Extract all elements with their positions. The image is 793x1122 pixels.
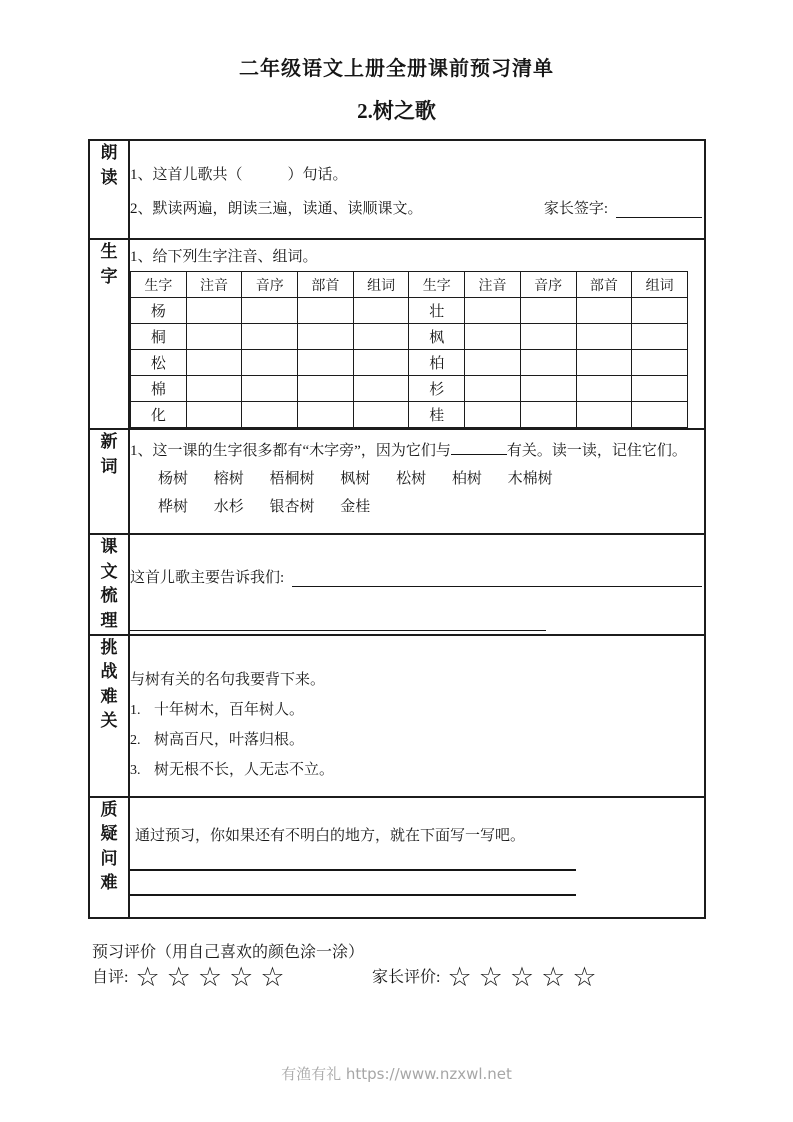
parent-evaluation-group bbox=[372, 961, 597, 993]
parent-evaluation-label: 家长评价: bbox=[372, 968, 441, 986]
star-icon: ☆ bbox=[229, 961, 254, 993]
star-icon: ☆ bbox=[447, 961, 472, 993]
blank-cell bbox=[632, 376, 688, 402]
blank-cell bbox=[520, 298, 576, 324]
header-cell: 注音 bbox=[465, 272, 521, 298]
characters-row bbox=[131, 402, 688, 428]
blank-cell bbox=[632, 402, 688, 428]
item-text: 树高百尺，叶落归根。 bbox=[154, 731, 305, 748]
parent-signature-label: 家长签字: bbox=[543, 201, 608, 217]
blank-cell bbox=[465, 324, 521, 350]
section-content-cell bbox=[129, 635, 705, 797]
characters-instruction: 1、给下列生字注音、组词。 bbox=[130, 249, 318, 265]
header-cell: 音序 bbox=[242, 272, 298, 298]
site-watermark: 有渔有礼 https://www.nzxwl.net bbox=[281, 1065, 512, 1083]
characters-header-row bbox=[131, 272, 688, 298]
instruction-text-before: 1、这一课的生字很多都有“木字旁”，因为它们与 bbox=[130, 443, 451, 459]
blank-cell bbox=[353, 402, 409, 428]
character-cell: 棉 bbox=[131, 376, 187, 402]
blank-cell bbox=[298, 350, 354, 376]
section-text-summary bbox=[89, 534, 705, 635]
word: 榕树 bbox=[213, 471, 244, 487]
instruction-text-after: 有关。读一读，记住它们。 bbox=[506, 443, 687, 459]
star-icon: ☆ bbox=[572, 961, 597, 993]
challenge-item bbox=[130, 728, 704, 749]
section-content-cell bbox=[129, 429, 705, 534]
header-cell: 音序 bbox=[520, 272, 576, 298]
blank-cell bbox=[520, 376, 576, 402]
read-aloud-item-2-row bbox=[130, 197, 704, 218]
worksheet-table bbox=[88, 139, 706, 919]
blank-cell bbox=[186, 376, 242, 402]
blank-cell bbox=[353, 324, 409, 350]
character-cell: 桂 bbox=[409, 402, 465, 428]
blank-cell bbox=[242, 350, 298, 376]
section-content-cell bbox=[129, 239, 705, 429]
section-questions bbox=[89, 797, 705, 918]
blank-cell bbox=[576, 298, 632, 324]
section-new-words bbox=[89, 429, 705, 534]
star-icon: ☆ bbox=[509, 961, 535, 993]
blank-cell bbox=[186, 402, 242, 428]
parent-signature-blank bbox=[616, 202, 702, 218]
blank-cell bbox=[465, 376, 521, 402]
header-cell: 注音 bbox=[186, 272, 242, 298]
characters-row bbox=[131, 376, 688, 402]
document-title: 二年级语文上册全册课前预习清单 bbox=[239, 58, 554, 80]
section-label-text-summary: 课文梳理 bbox=[100, 537, 118, 630]
character-cell: 枫 bbox=[409, 324, 465, 350]
blank-cell bbox=[353, 350, 409, 376]
word: 银杏树 bbox=[269, 499, 315, 515]
answer-blank-line bbox=[130, 871, 576, 896]
summary-prompt-row bbox=[130, 566, 704, 587]
section-label-cell bbox=[89, 635, 129, 797]
star-icon: ☆ bbox=[135, 961, 160, 993]
character-cell: 松 bbox=[131, 350, 187, 376]
new-words-instruction bbox=[130, 438, 704, 465]
section-challenge bbox=[89, 635, 705, 797]
read-aloud-item-1: 1、这首儿歌共（ ）句话。 bbox=[130, 167, 348, 183]
answer-blank-line bbox=[292, 571, 702, 587]
blank-cell bbox=[576, 402, 632, 428]
characters-table bbox=[130, 271, 688, 428]
section-read-aloud bbox=[89, 140, 705, 239]
blank-cell bbox=[520, 350, 576, 376]
word-list-row-1 bbox=[130, 466, 704, 493]
section-content-cell bbox=[129, 797, 705, 918]
section-label-new-characters: 生字 bbox=[100, 242, 118, 286]
blank-cell bbox=[353, 298, 409, 324]
answer-blank-line bbox=[130, 587, 546, 631]
item-number: 2. bbox=[130, 732, 141, 748]
item-number: 3. bbox=[130, 762, 141, 778]
blank-cell bbox=[186, 324, 242, 350]
blank-cell bbox=[576, 324, 632, 350]
character-cell: 杉 bbox=[409, 376, 465, 402]
blank-cell bbox=[298, 298, 354, 324]
section-label-cell bbox=[89, 239, 129, 429]
character-cell: 柏 bbox=[409, 350, 465, 376]
word: 松树 bbox=[396, 471, 427, 487]
word: 桦树 bbox=[158, 499, 189, 515]
blank-cell bbox=[242, 324, 298, 350]
item-text: 树无根不长，人无志不立。 bbox=[154, 761, 335, 778]
blank-cell bbox=[186, 350, 242, 376]
characters-row bbox=[131, 324, 688, 350]
blank-cell bbox=[465, 350, 521, 376]
star-icon: ☆ bbox=[260, 961, 285, 993]
section-label-cell bbox=[89, 534, 129, 635]
word: 木棉树 bbox=[507, 471, 553, 487]
section-content-cell bbox=[129, 534, 705, 635]
character-cell: 桐 bbox=[131, 324, 187, 350]
blank-cell bbox=[186, 298, 242, 324]
lesson-title: 2.树之歌 bbox=[357, 99, 436, 123]
word: 杨树 bbox=[158, 471, 189, 487]
blank-cell bbox=[298, 376, 354, 402]
section-label-cell bbox=[89, 140, 129, 239]
challenge-item bbox=[130, 758, 704, 779]
character-cell: 壮 bbox=[409, 298, 465, 324]
word: 梧桐树 bbox=[269, 471, 315, 487]
word: 柏树 bbox=[451, 471, 482, 487]
section-label-new-words: 新词 bbox=[100, 432, 118, 476]
blank-cell bbox=[465, 402, 521, 428]
section-new-characters bbox=[89, 239, 705, 429]
blank-cell bbox=[242, 298, 298, 324]
header-cell: 组词 bbox=[353, 272, 409, 298]
answer-blank-line bbox=[130, 845, 576, 871]
blank-cell bbox=[632, 350, 688, 376]
section-label-cell bbox=[89, 797, 129, 918]
challenge-item bbox=[130, 698, 704, 719]
blank-cell bbox=[520, 402, 576, 428]
challenge-intro: 与树有关的名句我要背下来。 bbox=[130, 671, 326, 688]
blank-cell bbox=[353, 376, 409, 402]
star-icon: ☆ bbox=[197, 961, 223, 993]
item-text: 十年树木，百年树人。 bbox=[154, 701, 305, 718]
summary-prompt: 这首儿歌主要告诉我们: bbox=[130, 570, 285, 586]
item-number: 1. bbox=[130, 702, 141, 718]
header-cell: 组词 bbox=[632, 272, 688, 298]
preview-evaluation bbox=[92, 939, 793, 991]
blank-cell bbox=[465, 298, 521, 324]
blank-cell bbox=[298, 402, 354, 428]
character-cell: 化 bbox=[131, 402, 187, 428]
star-icon: ☆ bbox=[166, 961, 191, 993]
blank-cell bbox=[242, 402, 298, 428]
blank-cell bbox=[576, 350, 632, 376]
blank-cell bbox=[298, 324, 354, 350]
blank-cell bbox=[242, 376, 298, 402]
section-label-questions: 质疑问难 bbox=[100, 799, 118, 893]
word: 枫树 bbox=[340, 471, 371, 487]
character-cell: 杨 bbox=[131, 298, 187, 324]
characters-row bbox=[131, 298, 688, 324]
header-cell: 部首 bbox=[298, 272, 354, 298]
section-label-read-aloud: 朗读 bbox=[100, 143, 118, 187]
blank-cell bbox=[576, 376, 632, 402]
self-evaluation-label: 自评: bbox=[92, 968, 129, 986]
blank-cell bbox=[632, 298, 688, 324]
read-aloud-item-2: 2、默读两遍，朗读三遍，读通、读顺课文。 bbox=[130, 201, 423, 217]
header-cell: 生字 bbox=[131, 272, 187, 298]
header-cell: 生字 bbox=[409, 272, 465, 298]
self-evaluation-group bbox=[92, 961, 372, 993]
fill-in-blank bbox=[451, 440, 507, 455]
blank-cell bbox=[520, 324, 576, 350]
star-icon: ☆ bbox=[541, 961, 566, 993]
blank-cell bbox=[632, 324, 688, 350]
characters-row bbox=[131, 350, 688, 376]
word-list-row-2 bbox=[130, 494, 704, 521]
section-content-cell bbox=[129, 140, 705, 239]
word: 水杉 bbox=[213, 499, 244, 515]
section-label-challenge: 挑战难关 bbox=[100, 637, 118, 731]
star-icon: ☆ bbox=[478, 961, 503, 993]
section-label-cell bbox=[89, 429, 129, 534]
word: 金桂 bbox=[340, 499, 371, 515]
evaluation-stars-row bbox=[92, 961, 793, 993]
questions-prompt: 通过预习，你如果还有不明白的地方，就在下面写一写吧。 bbox=[135, 827, 526, 844]
evaluation-heading: 预习评价（用自己喜欢的颜色涂一涂） bbox=[92, 943, 365, 961]
header-cell: 部首 bbox=[576, 272, 632, 298]
